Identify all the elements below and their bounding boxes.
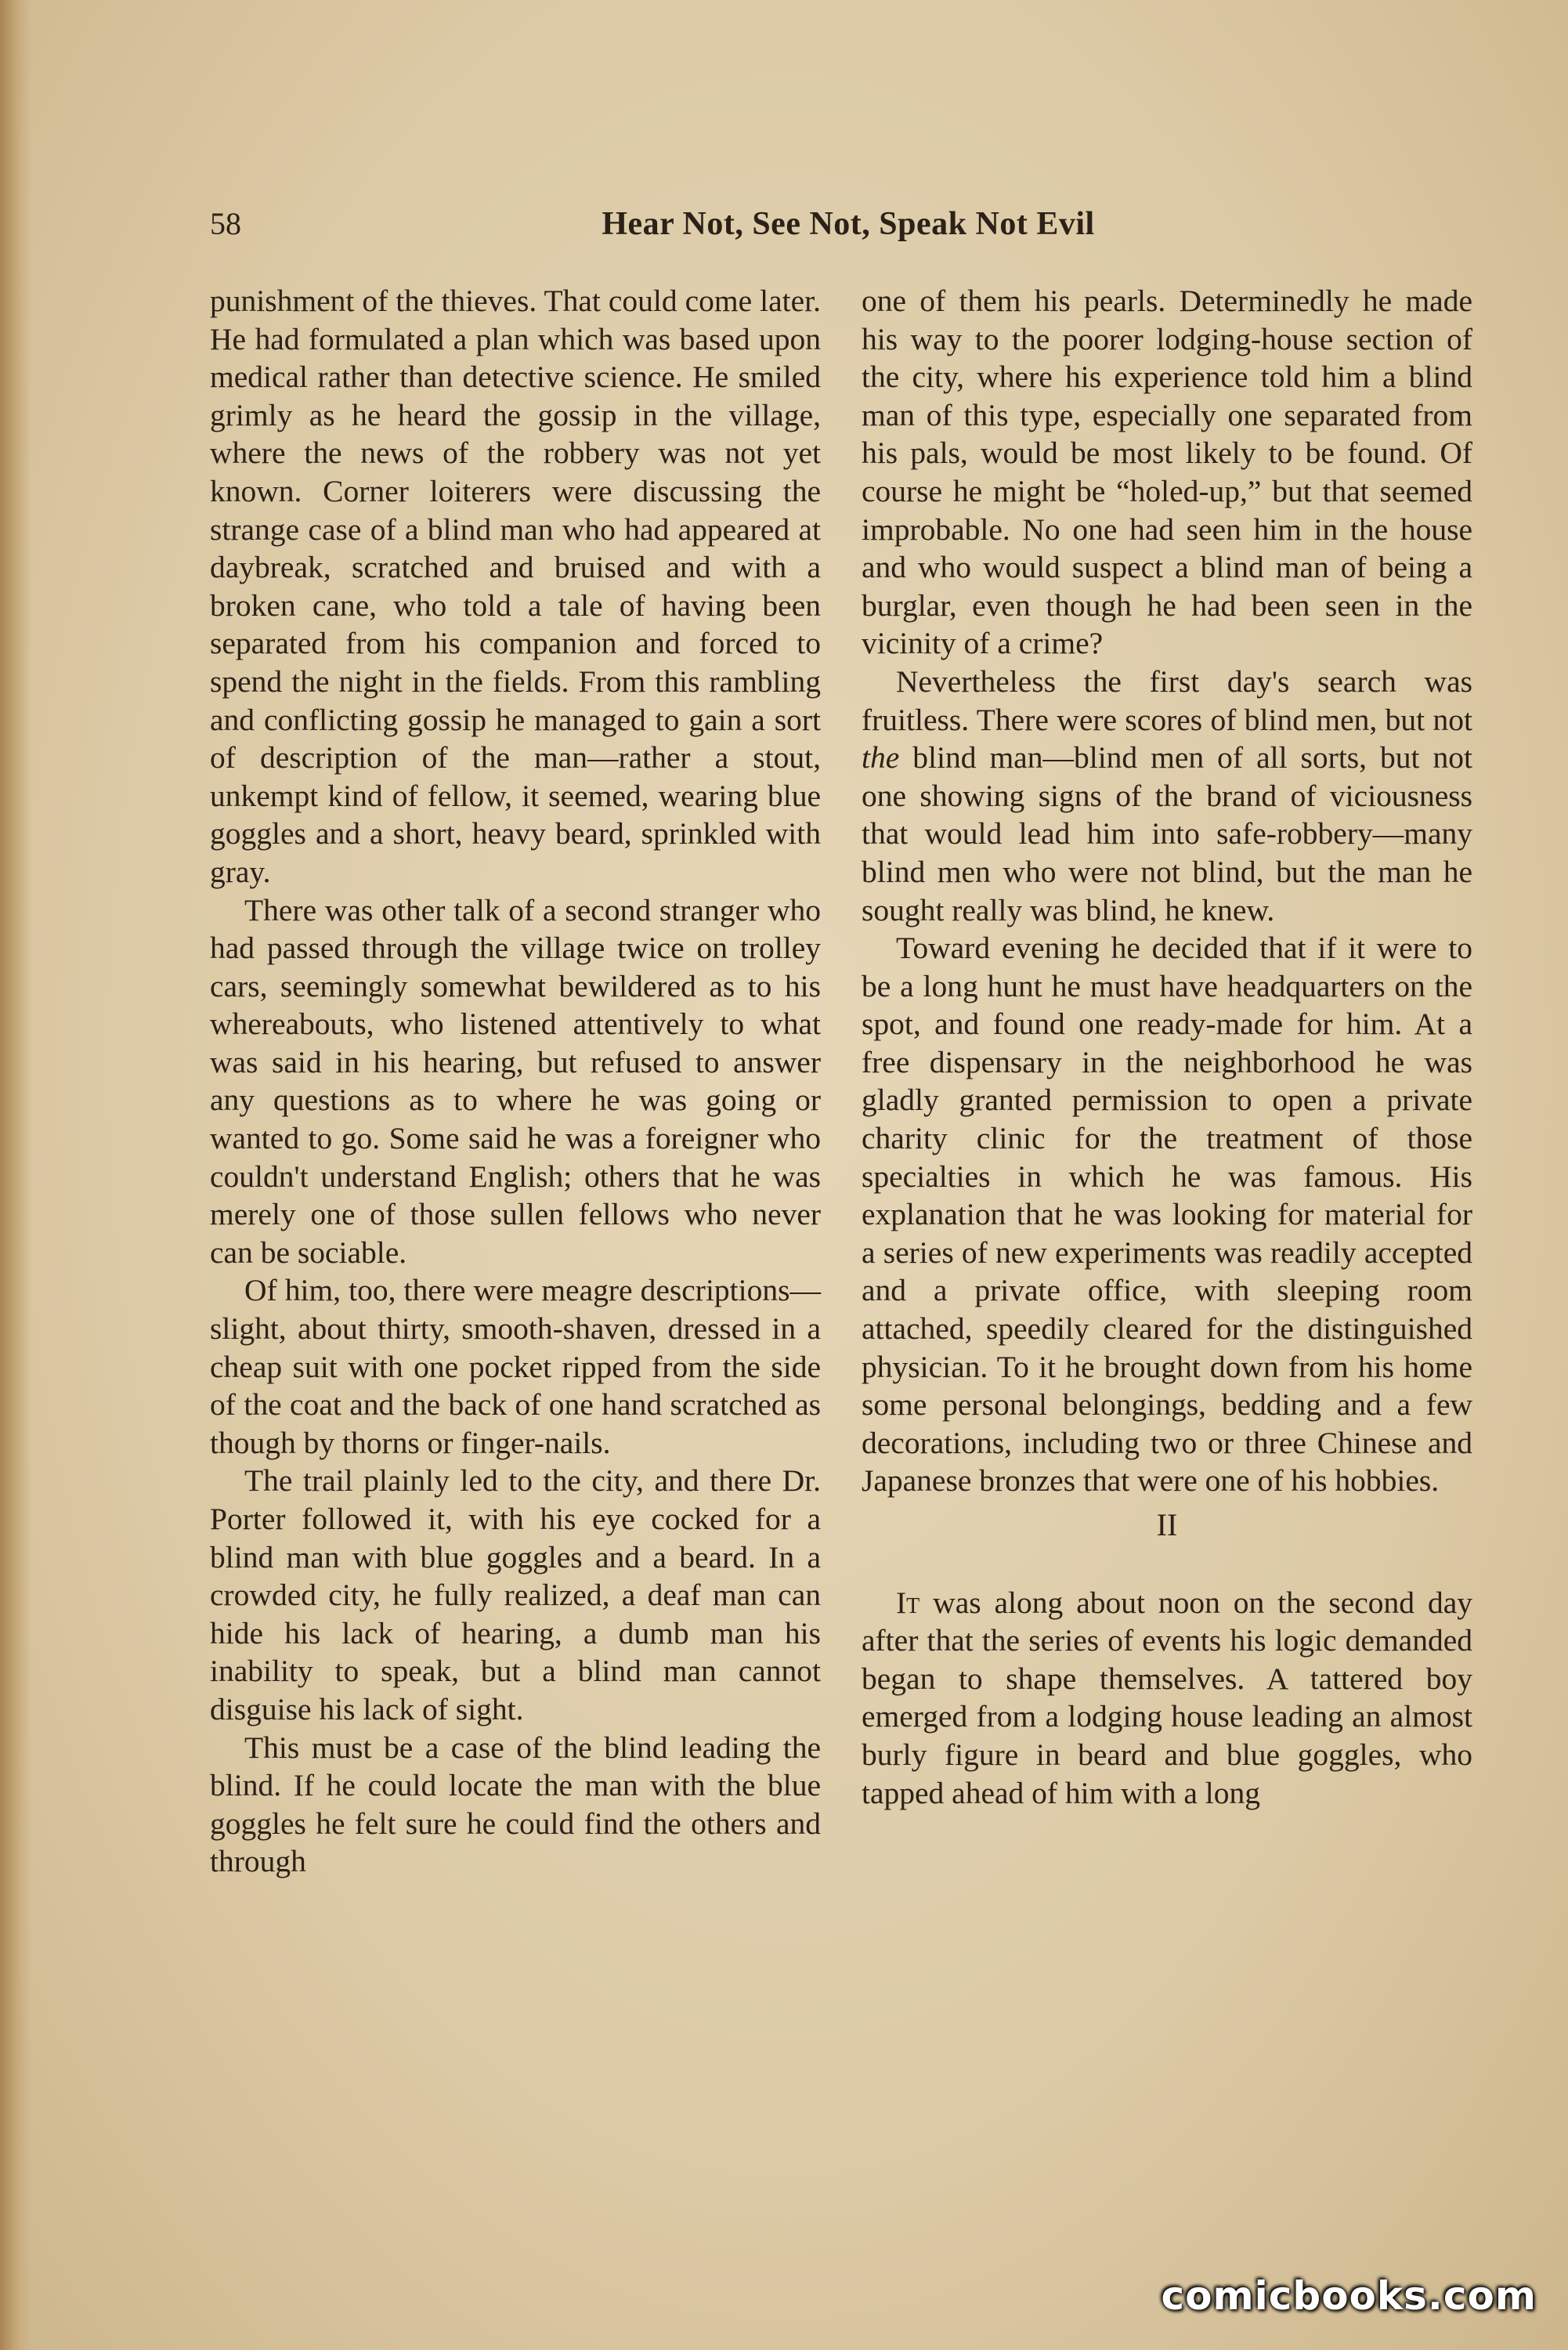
page-number: 58	[210, 206, 241, 241]
left-column	[210, 282, 821, 1881]
running-title: Hear Not, See Not, Speak Not Evil	[602, 206, 1095, 242]
right-paragraph-4-rest: was along about noon on the second day after that the series of events his logic demanded began to shape themselves. A tattered boy emerged from a lodging house leading an almost burly figure in beard and blue goggles, who tapped ahead of him with a long	[862, 1585, 1472, 1810]
right-paragraph-1: one of them his pearls. Determinedly he made his way to the poorer lodging-house section of the city, where his experience told him a blind man of this type, especially one separated from his pals, would be most likely to be found. Of course he might be “holed-up,” but that seemed improbable. No one had seen him in the house and who would suspect a blind man of being a burglar, even though he had been seen in the vicinity of a crime?	[862, 284, 1472, 661]
right-column	[862, 282, 1472, 1812]
section-marker: II	[1156, 1507, 1178, 1542]
right-paragraph-2	[862, 663, 1472, 929]
right-paragraph-4	[862, 1584, 1472, 1813]
right-paragraph-2-start: Nevertheless the first day's search was fruitless. There were scores of blind men, but not	[862, 663, 1472, 737]
left-paragraph-2: There was other talk of a second stranger who had passed through the village twice on trolley cars, seemingly somewhat bewildered as to his whereabouts, who listened attentively to what was said in his hearing, but refused to answer any questions as to where he was going or wanted to go. Some said he was a foreigner who couldn't understand English; others that he was merely one of those sullen fellows who never can be sociable.	[210, 892, 821, 1270]
left-paragraph-3: Of him, too, there were meagre descriptions—slight, about thirty, smooth-shaven, dressed in a cheap suit with one pocket ripped from the side of the coat and the back of one hand scratched as though by thorns or finger-nails.	[210, 1273, 821, 1460]
left-paragraph-4: The trail plainly led to the city, and there Dr. Porter followed it, with his eye cocked for a blind man with blue goggles and a beard. In a crowded city, he fully realized, a deaf man can hide his lack of hearing, a dumb man his inability to speak, but a blind man cannot disguise his lack of sight.	[210, 1463, 821, 1726]
page-edge-shadow	[0, 0, 31, 2350]
right-paragraph-2-end: blind man—blind men of all sorts, but not one showing signs of the brand of viciousness that would lead him into safe-robbery—many blind men who were not blind, but the man he sought really was blind, he knew.	[862, 740, 1472, 927]
page-header	[210, 205, 1487, 260]
left-paragraph-1: punishment of the thieves. That could come later. He had formulated a plan which was based upon medical rather than detective science. He smiled grimly as he heard the gossip in the village, where the news of the robbery was not yet known. Corner loiterers were discussing the strange case of a blind man who had appeared at daybreak, scratched and bruised and with a broken cane, who told a tale of having been separated from his companion and forced to spend the night in the fields. From this rambling and conflicting gossip he managed to gain a sort of description of the man—rather a stout, unkempt kind of fellow, it seemed, wearing blue goggles and a short, heavy beard, sprinkled with gray.	[210, 284, 821, 889]
left-paragraph-5: This must be a case of the blind leading the blind. If he could locate the man with the blue goggles he felt sure he could find the others and through	[210, 1730, 821, 1879]
watermark-logo: comicbooks.com	[1161, 2273, 1537, 2319]
emphasis-the: the	[862, 740, 900, 776]
right-paragraph-3: Toward evening he decided that if it were to be a long hunt he must have headquarters on the spot, and found one ready-made for him. At a free dispensary in the neighborhood he was gladly granted permission to open a private charity clinic for the treatment of those specialties in which he was famous. His explanation that he was looking for material for a series of new experiments was readily accepted and a private office, with sleeping room attached, speedily cleared for the distinguished physician. To it he brought down from his home some personal belongings, bedding and a few decorations, including two or three Chinese and Japanese bronzes that were one of his hobbies.	[862, 931, 1472, 1499]
smallcaps-opening: It	[896, 1585, 920, 1620]
